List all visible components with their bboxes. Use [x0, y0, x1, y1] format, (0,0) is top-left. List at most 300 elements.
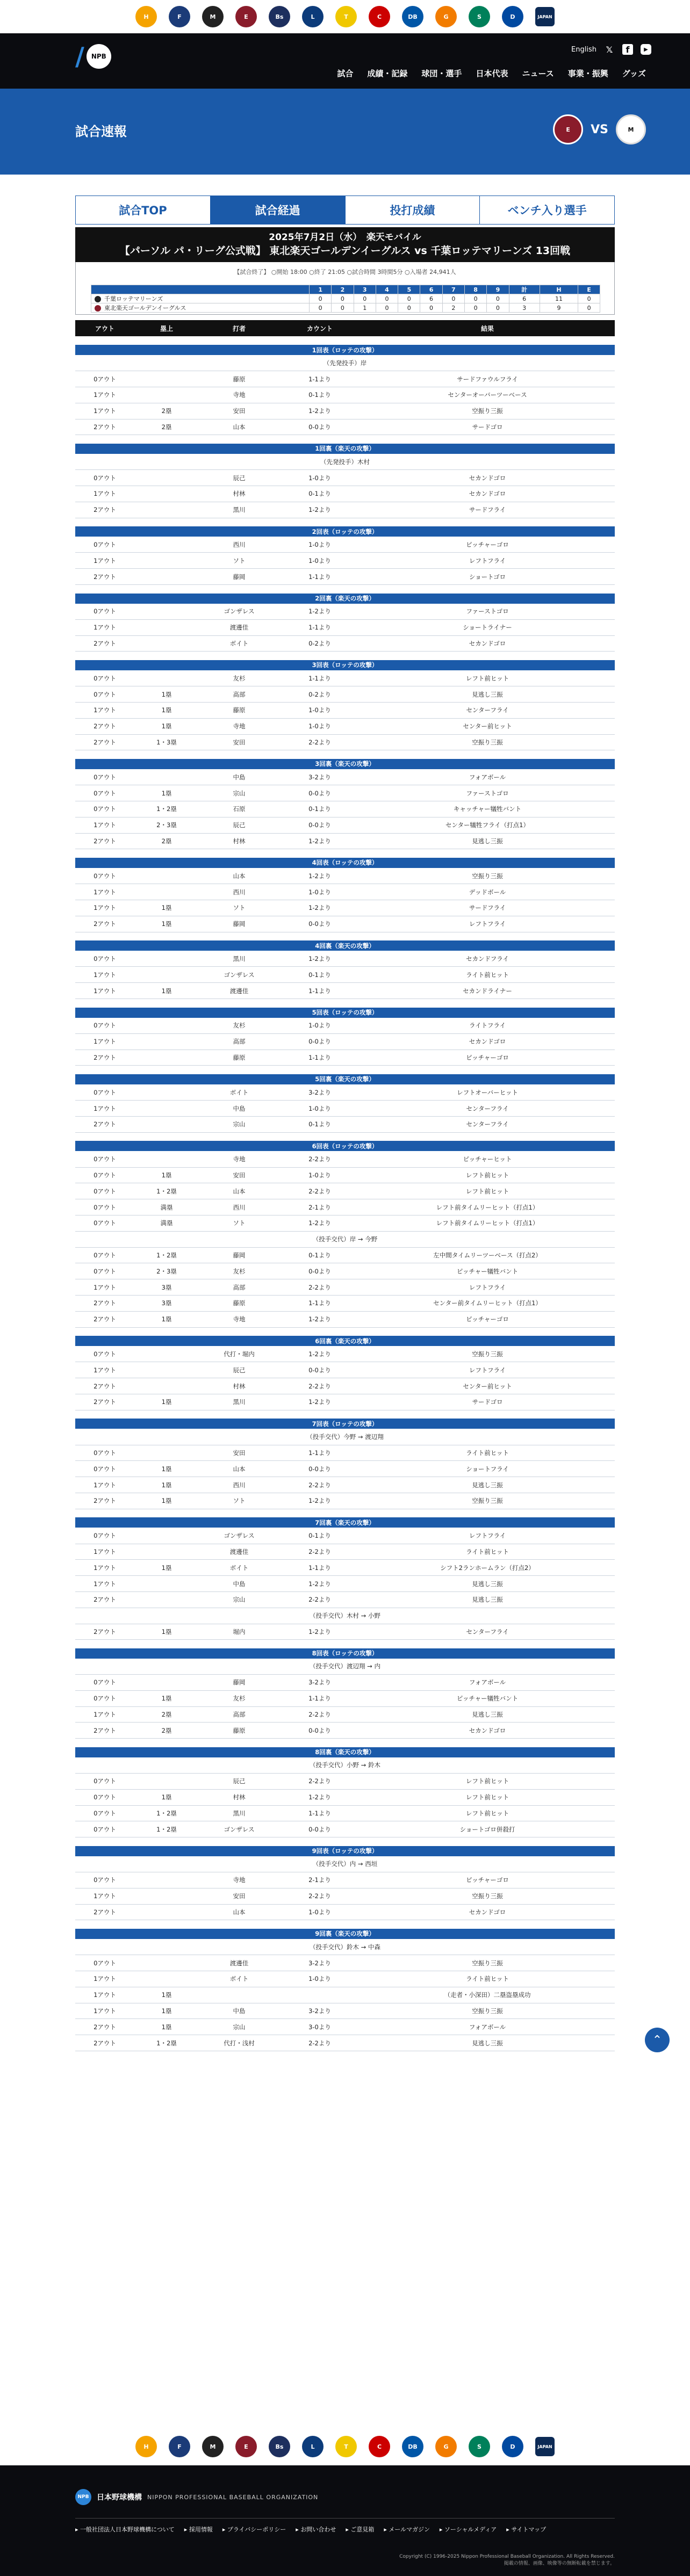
tab-1[interactable]: 試合経過	[211, 196, 346, 225]
play-bases	[134, 884, 199, 900]
play-outs: 1アウト	[75, 703, 134, 719]
play-batter: 寺地	[199, 387, 279, 403]
gap-cell	[75, 1410, 615, 1419]
play-count: 1-1より	[279, 569, 360, 585]
gap-cell	[75, 435, 615, 444]
english-link[interactable]: English	[571, 45, 596, 54]
play-outs: 2アウト	[75, 1311, 134, 1327]
youtube-icon[interactable]: ▶	[641, 44, 651, 55]
samurai-logo[interactable]: JAPAN	[535, 2437, 555, 2456]
play-batter	[199, 1987, 279, 2003]
play-row	[75, 1247, 615, 1263]
play-batter: 友杉	[199, 1690, 279, 1706]
play-row	[75, 1346, 615, 1362]
play-row	[75, 1033, 615, 1050]
play-row	[75, 1971, 615, 1987]
play-row	[75, 769, 615, 785]
play-bases: 1塁	[134, 1477, 199, 1493]
play-batter: ボイト	[199, 1084, 279, 1101]
inning-label: 6回裏（楽天の攻撃）	[75, 1336, 615, 1346]
play-row	[75, 1576, 615, 1592]
play-result: センターフライ	[360, 1624, 615, 1640]
play-bases	[134, 1362, 199, 1378]
x-icon[interactable]: 𝕏	[606, 44, 613, 55]
play-outs: 0アウト	[75, 1805, 134, 1821]
facebook-icon[interactable]: f	[622, 44, 633, 55]
play-row	[75, 1311, 615, 1327]
play-count: 2-2より	[279, 1183, 360, 1199]
play-batter: 山本	[199, 1904, 279, 1920]
play-batter: 安田	[199, 1167, 279, 1183]
play-row	[75, 983, 615, 999]
play-batter: 渡邊佳	[199, 1544, 279, 1560]
pitcher-note-row	[75, 1939, 615, 1955]
play-count: 0-0より	[279, 1033, 360, 1050]
play-outs: 2アウト	[75, 1378, 134, 1394]
tigers-logo[interactable]: T	[335, 2436, 357, 2457]
pbp-header-2: 打者	[199, 320, 279, 336]
gap-cell	[75, 1132, 615, 1141]
linescore-cell: 0	[487, 294, 509, 303]
play-count: 1-2より	[279, 951, 360, 967]
play-batter: 藤原	[199, 1723, 279, 1739]
play-row	[75, 1888, 615, 1904]
footer-link-2[interactable]: ▸ プライバシーポリシー	[222, 2526, 286, 2533]
play-row	[75, 900, 615, 916]
play-batter: 石原	[199, 801, 279, 817]
gap-cell	[75, 336, 615, 345]
play-result: レフト前ヒット	[360, 1774, 615, 1790]
play-result: 見逃し三振	[360, 1706, 615, 1723]
play-result: レフトフライ	[360, 1528, 615, 1544]
play-bases	[134, 387, 199, 403]
linescore-cell: 0	[420, 303, 442, 313]
play-row	[75, 537, 615, 553]
play-batter: 安田	[199, 403, 279, 419]
play-result: セカンドゴロ	[360, 1904, 615, 1920]
play-count: 1-1より	[279, 983, 360, 999]
footer-link-1[interactable]: ▸ 採用情報	[184, 2526, 213, 2533]
play-count: 0-2より	[279, 686, 360, 703]
play-count: 1-2より	[279, 1311, 360, 1327]
play-outs: 0アウト	[75, 1018, 134, 1034]
inning-label: 2回表（ロッテの攻撃）	[75, 526, 615, 537]
footer-link-0[interactable]: ▸ 一般社団法人日本野球機構について	[75, 2526, 175, 2533]
play-row	[75, 604, 615, 620]
play-count: 0-0より	[279, 1263, 360, 1279]
play-row	[75, 1151, 615, 1167]
carp-logo[interactable]: C	[369, 6, 390, 27]
play-bases	[134, 553, 199, 569]
team-logo-bar	[0, 0, 690, 33]
nav-item-5[interactable]: 事業・振興	[567, 69, 608, 78]
play-batter: 西川	[199, 884, 279, 900]
inning-gap	[75, 1132, 615, 1141]
inning-header	[75, 1419, 615, 1429]
play-count: 1-0より	[279, 1167, 360, 1183]
play-bases	[134, 1591, 199, 1608]
play-batter: 中島	[199, 2003, 279, 2019]
npb-logo[interactable]	[75, 44, 111, 69]
tab-3[interactable]: ベンチ入り選手	[480, 196, 615, 225]
pitcher-note: （投手交代）木村 → 小野	[75, 1608, 615, 1624]
play-batter: 高部	[199, 1033, 279, 1050]
pitcher-note: （投手交代）内 → 西垣	[75, 1856, 615, 1872]
play-bases	[134, 1101, 199, 1117]
play-count: 1-2より	[279, 1493, 360, 1509]
play-outs: 1アウト	[75, 1033, 134, 1050]
tab-2[interactable]: 投打成績	[346, 196, 480, 225]
play-outs: 1アウト	[75, 967, 134, 983]
play-count: 1-2より	[279, 1346, 360, 1362]
play-batter: 黒川	[199, 951, 279, 967]
play-count: 2-2より	[279, 1477, 360, 1493]
play-count: 0-2より	[279, 635, 360, 652]
play-row	[75, 734, 615, 750]
play-outs: 2アウト	[75, 2019, 134, 2035]
play-outs: 1アウト	[75, 387, 134, 403]
play-batter: ソト	[199, 1215, 279, 1231]
play-result: 空振り三振	[360, 734, 615, 750]
inning-gap	[75, 932, 615, 940]
copyright: Copyright (C) 1996-2025 Nippon Professional Baseball Organization. All Rights Reserved.	[399, 2554, 615, 2559]
hawks-logo[interactable]: H	[135, 6, 157, 27]
inning-header	[75, 858, 615, 868]
linescore-cell: 1	[354, 303, 376, 313]
play-result: セカンドゴロ	[360, 1033, 615, 1050]
pitcher-note-row	[75, 454, 615, 470]
play-count: 0-0より	[279, 916, 360, 932]
footer-link-5[interactable]: ▸ メールマガジン	[384, 2526, 430, 2533]
play-batter: ボイト	[199, 1971, 279, 1987]
inning-gap	[75, 849, 615, 858]
dragons-logo[interactable]: D	[502, 2436, 523, 2457]
play-result: レフトオーバーヒット	[360, 1084, 615, 1101]
play-row	[75, 1101, 615, 1117]
game-status: 【試合終了】 ○開始 18:00 ○終了 21:05 ○試合時間 3時間5分 ○入場者 24,941人	[234, 269, 456, 276]
play-count: 1-0より	[279, 1018, 360, 1034]
pitcher-note: （投手交代）渡辺翔 → 内	[75, 1659, 615, 1675]
inning-header	[75, 1846, 615, 1856]
gap-cell	[75, 1509, 615, 1517]
pitcher-note-row	[75, 1659, 615, 1675]
pitcher-note-row	[75, 1608, 615, 1624]
marines-logo[interactable]: M	[202, 6, 224, 27]
play-outs: 0アウト	[75, 604, 134, 620]
play-row	[75, 670, 615, 686]
play-result: シフト2ランホームラン（打点2）	[360, 1560, 615, 1576]
play-count: 0-0より	[279, 1461, 360, 1477]
play-count: 1-2より	[279, 1576, 360, 1592]
play-bases	[134, 1378, 199, 1394]
pbp-header-3: カウント	[279, 320, 360, 336]
play-bases	[134, 1346, 199, 1362]
play-count: 2-2より	[279, 1544, 360, 1560]
fighters-logo[interactable]: F	[169, 6, 190, 27]
play-batter: 宗山	[199, 2019, 279, 2035]
play-outs: 0アウト	[75, 1263, 134, 1279]
play-row	[75, 1461, 615, 1477]
giants-logo[interactable]: G	[435, 2436, 457, 2457]
inning-label: 5回裏（楽天の攻撃）	[75, 1074, 615, 1084]
play-count: 0-1より	[279, 967, 360, 983]
inning-header	[75, 1648, 615, 1659]
eagles-logo[interactable]: E	[235, 6, 257, 27]
play-row	[75, 1215, 615, 1231]
play-outs: 0アウト	[75, 537, 134, 553]
play-row	[75, 486, 615, 502]
play-row	[75, 1084, 615, 1101]
npb-logo-text: NPB	[87, 44, 111, 69]
play-batter: 黒川	[199, 502, 279, 518]
linescore-inning-3: 3	[354, 285, 376, 294]
play-count: 1-2より	[279, 1624, 360, 1640]
play-bases	[134, 1576, 199, 1592]
play-outs: 0アウト	[75, 1215, 134, 1231]
play-bases	[134, 1774, 199, 1790]
linescore-cell: 9	[540, 303, 578, 313]
play-result: サードフライ	[360, 502, 615, 518]
inning-label: 5回表（ロッテの攻撃）	[75, 1008, 615, 1018]
inning-gap	[75, 1640, 615, 1648]
nav-item-3[interactable]: 日本代表	[476, 69, 508, 78]
samurai-logo[interactable]: JAPAN	[535, 7, 555, 26]
play-batter: ゴンザレス	[199, 1528, 279, 1544]
play-bases: 2塁	[134, 1706, 199, 1723]
footer-org-en: NIPPON PROFESSIONAL BASEBALL ORGANIZATION	[147, 2493, 319, 2501]
inning-gap	[75, 999, 615, 1008]
play-row	[75, 1394, 615, 1410]
play-batter: 西川	[199, 1199, 279, 1215]
marines-logo[interactable]: M	[202, 2436, 224, 2457]
play-bases: 1塁	[134, 718, 199, 734]
play-result: 左中間タイムリーツーベース（打点2）	[360, 1247, 615, 1263]
inning-gap	[75, 435, 615, 444]
linescore-header	[91, 285, 600, 294]
lions-logo[interactable]: L	[302, 2436, 324, 2457]
play-result: セカンドフライ	[360, 951, 615, 967]
play-result: ピッチャーゴロ	[360, 1872, 615, 1888]
play-count: 0-1より	[279, 801, 360, 817]
play-count: 2-2より	[279, 1706, 360, 1723]
play-batter: 中島	[199, 1576, 279, 1592]
footer-link-7[interactable]: ▸ サイトマップ	[506, 2526, 547, 2533]
fighters-logo[interactable]: F	[169, 2436, 190, 2457]
play-count: 0-0より	[279, 1723, 360, 1739]
play-bases	[134, 1904, 199, 1920]
play-row	[75, 686, 615, 703]
play-bases: 1塁	[134, 1987, 199, 2003]
play-outs: 0アウト	[75, 801, 134, 817]
play-result: ライト前ヒット	[360, 1445, 615, 1461]
play-outs: 1アウト	[75, 884, 134, 900]
play-batter: 寺地	[199, 718, 279, 734]
play-outs: 0アウト	[75, 686, 134, 703]
swallows-logo[interactable]: S	[469, 6, 490, 27]
baystars-logo[interactable]: DB	[402, 2436, 423, 2457]
nav-item-4[interactable]: ニュース	[522, 69, 554, 78]
page-top-button[interactable]	[645, 2028, 670, 2052]
play-row	[75, 801, 615, 817]
play-count: 1-2より	[279, 833, 360, 849]
site-footer	[0, 2465, 690, 2576]
inning-header	[75, 1008, 615, 1018]
lions-logo[interactable]: L	[302, 6, 324, 27]
dragons-logo[interactable]: D	[502, 6, 523, 27]
pitcher-note: （先発投手）木村	[75, 454, 615, 470]
gap-cell	[75, 1739, 615, 1747]
play-outs: 0アウト	[75, 1346, 134, 1362]
play-outs: 1アウト	[75, 817, 134, 833]
giants-logo[interactable]: G	[435, 6, 457, 27]
baystars-logo[interactable]: DB	[402, 6, 423, 27]
play-count: 1-2より	[279, 900, 360, 916]
play-batter: ソト	[199, 900, 279, 916]
nav-item-0[interactable]: 試合	[337, 69, 354, 78]
linescore-cell: 0	[310, 294, 332, 303]
play-row	[75, 1493, 615, 1509]
play-outs: 1アウト	[75, 1477, 134, 1493]
npb-footer-icon: NPB	[75, 2489, 91, 2505]
play-row	[75, 1789, 615, 1805]
gap-cell	[75, 1327, 615, 1336]
swallows-logo[interactable]: S	[469, 2436, 490, 2457]
inning-gap	[75, 652, 615, 660]
play-outs: 1アウト	[75, 1706, 134, 1723]
play-bases	[134, 470, 199, 486]
play-count: 1-0より	[279, 537, 360, 553]
play-row	[75, 1706, 615, 1723]
buffaloes-logo[interactable]: Bs	[269, 6, 290, 27]
linescore-inning-6: 6	[420, 285, 442, 294]
play-count: 1-1より	[279, 1805, 360, 1821]
play-outs: 1アウト	[75, 486, 134, 502]
play-batter: 黒川	[199, 1805, 279, 1821]
play-bases: 2塁	[134, 419, 199, 435]
play-count: 1-2より	[279, 1394, 360, 1410]
play-outs: 0アウト	[75, 1690, 134, 1706]
play-result: 空振り三振	[360, 1346, 615, 1362]
play-result: ショートゴロ併殺打	[360, 1821, 615, 1837]
footer-link-4[interactable]: ▸ ご意見箱	[346, 2526, 375, 2533]
linescore-inning-5: 5	[398, 285, 420, 294]
play-outs: 0アウト	[75, 1151, 134, 1167]
tigers-logo[interactable]: T	[335, 6, 357, 27]
play-row	[75, 1199, 615, 1215]
hawks-logo[interactable]: H	[135, 2436, 157, 2457]
play-result: 空振り三振	[360, 1888, 615, 1904]
footer-org-ja: 日本野球機構	[97, 2493, 142, 2502]
play-outs: 1アウト	[75, 983, 134, 999]
linescore-row	[91, 294, 600, 303]
play-batter: ゴンザレス	[199, 604, 279, 620]
play-outs: 0アウト	[75, 371, 134, 387]
gap-cell	[75, 932, 615, 940]
play-outs: 0アウト	[75, 868, 134, 884]
play-result: フォアボール	[360, 1675, 615, 1691]
buffaloes-logo[interactable]: Bs	[269, 2436, 290, 2457]
tab-0[interactable]: 試合TOP	[75, 196, 211, 225]
play-result: レフトフライ	[360, 1279, 615, 1296]
play-outs: 2アウト	[75, 1116, 134, 1132]
play-result: レフトフライ	[360, 1362, 615, 1378]
play-batter: 藤岡	[199, 569, 279, 585]
linescore-inning-9: 9	[487, 285, 509, 294]
play-bases: 1塁	[134, 1560, 199, 1576]
gap-cell	[75, 1640, 615, 1648]
play-result: サードフライ	[360, 900, 615, 916]
nav-item-6[interactable]: グッズ	[622, 69, 646, 78]
play-row	[75, 1624, 615, 1640]
play-row	[75, 1183, 615, 1199]
inning-gap	[75, 1920, 615, 1929]
play-row	[75, 951, 615, 967]
play-batter: 代打・浅村	[199, 2035, 279, 2051]
play-count: 0-0より	[279, 1362, 360, 1378]
play-batter: 村林	[199, 1789, 279, 1805]
inning-label: 9回裏（楽天の攻撃）	[75, 1929, 615, 1939]
inning-label: 9回表（ロッテの攻撃）	[75, 1846, 615, 1856]
play-batter: 安田	[199, 734, 279, 750]
play-result: ピッチャーゴロ	[360, 1050, 615, 1066]
play-bases: 2・3塁	[134, 1263, 199, 1279]
play-count: 1-0より	[279, 718, 360, 734]
footer-nav	[75, 2518, 615, 2534]
game-title-bar	[75, 227, 615, 262]
eagles-logo[interactable]: E	[235, 2436, 257, 2457]
footer-link-3[interactable]: ▸ お問い合わせ	[296, 2526, 336, 2533]
play-outs: 0アウト	[75, 1461, 134, 1477]
play-batter: 辰己	[199, 470, 279, 486]
page-title: 試合速報	[75, 124, 127, 139]
play-bases: 1・2塁	[134, 2035, 199, 2051]
play-count: 2-2より	[279, 1378, 360, 1394]
play-bases: 1・2塁	[134, 1805, 199, 1821]
play-batter: ボイト	[199, 1560, 279, 1576]
play-count: 1-2より	[279, 1789, 360, 1805]
play-bases: 3塁	[134, 1279, 199, 1296]
play-outs: 0アウト	[75, 1774, 134, 1790]
play-count: 1-0より	[279, 553, 360, 569]
inning-header	[75, 759, 615, 769]
carp-logo[interactable]: C	[369, 2436, 390, 2457]
nav-item-1[interactable]: 成績・記録	[367, 69, 408, 78]
play-bases	[134, 1033, 199, 1050]
game-name: 【パーソル パ・リーグ公式戦】 東北楽天ゴールデンイーグルス vs 千葉ロッテマリーンズ 13回戦	[119, 245, 571, 257]
play-result: ファーストゴロ	[360, 604, 615, 620]
linescore-cell: 2	[442, 303, 464, 313]
footer-link-6[interactable]: ▸ ソーシャルメディア	[439, 2526, 497, 2533]
inning-gap	[75, 336, 615, 345]
inning-gap	[75, 1410, 615, 1419]
linescore-cell: 0	[398, 294, 420, 303]
inning-label: 3回表（ロッテの攻撃）	[75, 660, 615, 670]
play-row	[75, 387, 615, 403]
play-result: 見逃し三振	[360, 833, 615, 849]
play-bases	[134, 670, 199, 686]
play-outs: 1アウト	[75, 1544, 134, 1560]
play-row	[75, 884, 615, 900]
play-outs: 1アウト	[75, 1987, 134, 2003]
play-bases	[134, 1084, 199, 1101]
play-bases	[134, 1888, 199, 1904]
play-bases	[134, 1116, 199, 1132]
nav-item-2[interactable]: 球団・選手	[421, 69, 462, 78]
play-count: 3-2より	[279, 1955, 360, 1971]
linescore-row	[91, 303, 600, 313]
play-count: 0-0より	[279, 785, 360, 801]
footer-logo[interactable]	[75, 2489, 318, 2505]
